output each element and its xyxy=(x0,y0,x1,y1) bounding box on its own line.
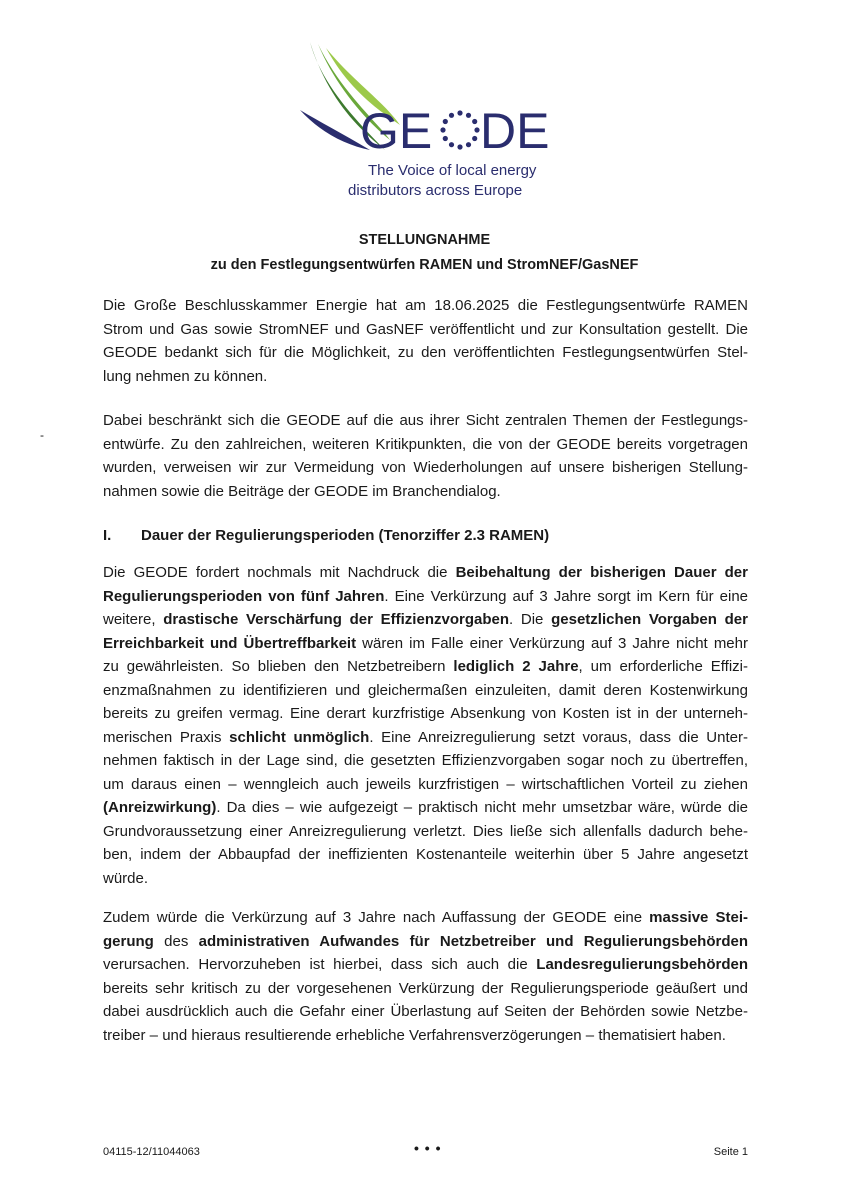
emphasis-text: gerung xyxy=(103,932,154,950)
text-line xyxy=(103,1000,748,1024)
text-line xyxy=(103,906,748,930)
logo-tagline-line1: The Voice of local energy xyxy=(368,162,537,179)
body-text: weitere, xyxy=(103,611,164,628)
emphasis-text: drastische Verschärfung der Effizienzvorgaben xyxy=(163,611,509,628)
logo-star-ring xyxy=(440,110,479,149)
text-line xyxy=(103,585,748,609)
paragraph-intro xyxy=(103,294,748,388)
emphasis-text: Landesregulierungsbehörden xyxy=(536,956,748,973)
document-subtitle: zu den Festlegungsentwürfen RAMEN und StromNEF/GasNEF xyxy=(210,257,639,273)
emphasis-text: Beibehaltung der bisherigen Dauer der xyxy=(455,564,748,581)
text-line xyxy=(103,1024,748,1048)
emphasis-text: gesetzlichen Vorgaben der xyxy=(551,611,748,628)
text-line xyxy=(103,796,748,820)
body-text: merischen Praxis xyxy=(103,728,230,746)
body-text: dabei ausdrücklich auch die Gefahr einer Überlastung auf Seiten der Behörden sowie Netzbe- xyxy=(103,1003,748,1020)
geode-logo xyxy=(290,40,560,205)
section-heading xyxy=(103,527,549,544)
body-text: bereits sehr kritisch zu der vorgesehenen Verkürzung der Regulierungsperiode geäußert und xyxy=(103,979,748,997)
body-text: , um erforderliche Effizi- xyxy=(578,658,749,675)
text-line: Die Große Beschlusskammer Energie hat am 18.06.2025 die Festlegungsentwürfe RAMEN xyxy=(103,297,748,314)
body-text: um daraus einen – wenngleich auch jeweils kurzfristigen – wirtschaftlichen Vorteil zu ziehen xyxy=(103,775,748,793)
logo-tagline-line2: distributors across Europe xyxy=(348,182,523,199)
logo-wordmark-right: DE xyxy=(480,103,550,159)
margin-mark: - xyxy=(40,428,44,442)
text-line: GEODE bedankt sich für die Möglichkeit, zu den veröffentlichten Festlegungsentwürfen Stel- xyxy=(103,344,748,361)
text-line xyxy=(103,655,748,679)
body-text: . Die xyxy=(509,611,552,628)
footer-doc-id: 04115-12/11044063 xyxy=(103,1146,200,1158)
emphasis-text: massive Stei- xyxy=(649,909,749,926)
document-title: STELLUNGNAHME xyxy=(358,232,491,248)
text-line xyxy=(103,843,748,867)
text-line xyxy=(103,930,748,954)
section-title: Dauer der Regulierungsperioden (Tenorziffer 2.3 RAMEN) xyxy=(141,527,550,544)
text-line: Strom und Gas sowie StromNEF und GasNEF veröffentlicht und zur Konsultation gestellt. Die xyxy=(103,320,748,338)
emphasis-text: lediglich 2 Jahre xyxy=(453,658,579,675)
section-number: I. xyxy=(103,527,112,544)
body-text: verursachen. Hervorzuheben ist hierbei, dass sich auch die xyxy=(103,956,537,973)
text-line xyxy=(103,679,748,703)
body-text: bereits zu greifen vermag. Eine derart kurzfristige Absenkung von Kosten ist in der unterneh- xyxy=(103,705,748,722)
body-text: würde. xyxy=(103,869,149,887)
text-line xyxy=(103,749,748,773)
emphasis-text: schlicht unmöglich xyxy=(229,728,370,746)
logo-wordmark-left: GE xyxy=(360,103,433,159)
text-line: Dabei beschränkt sich die GEODE auf die aus ihrer Sicht zentralen Themen der Festlegungs- xyxy=(103,412,748,429)
emphasis-text: Erreichbarkeit und Übertreffbarkeit xyxy=(103,634,357,652)
text-line xyxy=(103,726,748,750)
footer-page-number: Seite 1 xyxy=(713,1146,748,1158)
emphasis-text: administrativen Aufwandes für Netzbetreiber und Regulierungsbehörden xyxy=(198,932,748,950)
text-line xyxy=(103,773,748,797)
paragraph-duration xyxy=(103,561,748,890)
emphasis-text: Regulierungsperioden von fünf Jahren xyxy=(103,587,385,605)
body-text: enzmaßnahmen zu identifizieren und gleichermaßen einzuleiten, damit deren Kostenwirkung xyxy=(103,681,748,699)
body-text: wären im Falle einer Verkürzung auf 3 Jahre nicht mehr xyxy=(356,634,748,652)
body-text: . Da dies – wie aufgezeigt – praktisch nicht mehr umsetzbar wäre, würde die xyxy=(216,799,748,816)
body-text: . Eine Verkürzung auf 3 Jahre sorgt im Kern für eine xyxy=(384,587,748,605)
body-text: Grundvoraussetzung einer Anreizregulierung verletzt. Dies ließe sich allenfalls dadurch behe- xyxy=(103,822,748,840)
body-text: Die GEODE fordert nochmals mit Nachdruck die xyxy=(103,564,456,581)
text-line xyxy=(103,867,748,891)
text-line xyxy=(103,561,748,585)
text-line xyxy=(103,977,748,1001)
text-line xyxy=(103,953,748,977)
footer-dots: • • • xyxy=(414,1140,442,1156)
body-text: nehmen faktisch in der Lage sind, die gesetzten Effizienzvorgaben sogar noch zu übertreffen, xyxy=(103,752,748,769)
text-line: nahmen sowie die Beiträge der GEODE im Branchendialog. xyxy=(103,482,501,500)
text-line: wurden, verweisen wir zur Vermeidung von Wiederholungen auf unsere bisherigen Stellung- xyxy=(103,459,748,476)
body-text: ben, indem der Abbaupfad der ineffizienten Kostenanteile weiterhin über 5 Jahre angesetzt xyxy=(103,846,748,863)
body-text: zu gewährleisten. So blieben den Netzbetreibern xyxy=(103,658,454,675)
body-text: treiber – und hieraus resultierende erhebliche Verfahrensverzögerungen – thematisiert haben. xyxy=(103,1026,726,1044)
body-text: des xyxy=(153,932,199,950)
body-text: Zudem würde die Verkürzung auf 3 Jahre nach Auffassung der GEODE eine xyxy=(103,909,650,926)
paragraph-scope xyxy=(103,409,748,503)
text-line xyxy=(103,608,748,632)
paragraph-administrative xyxy=(103,906,748,1047)
text-line: lung nehmen zu können. xyxy=(103,367,268,385)
text-line xyxy=(103,702,748,726)
emphasis-text: (Anreizwirkung) xyxy=(103,799,217,816)
text-line xyxy=(103,632,748,656)
text-line xyxy=(103,820,748,844)
body-text: . Eine Anreizregulierung setzt voraus, dass die Unter- xyxy=(369,728,748,746)
text-line: entwürfe. Zu den zahlreichen, weiteren Kritikpunkten, die von der GEODE bereits vorgetragen xyxy=(103,435,748,453)
